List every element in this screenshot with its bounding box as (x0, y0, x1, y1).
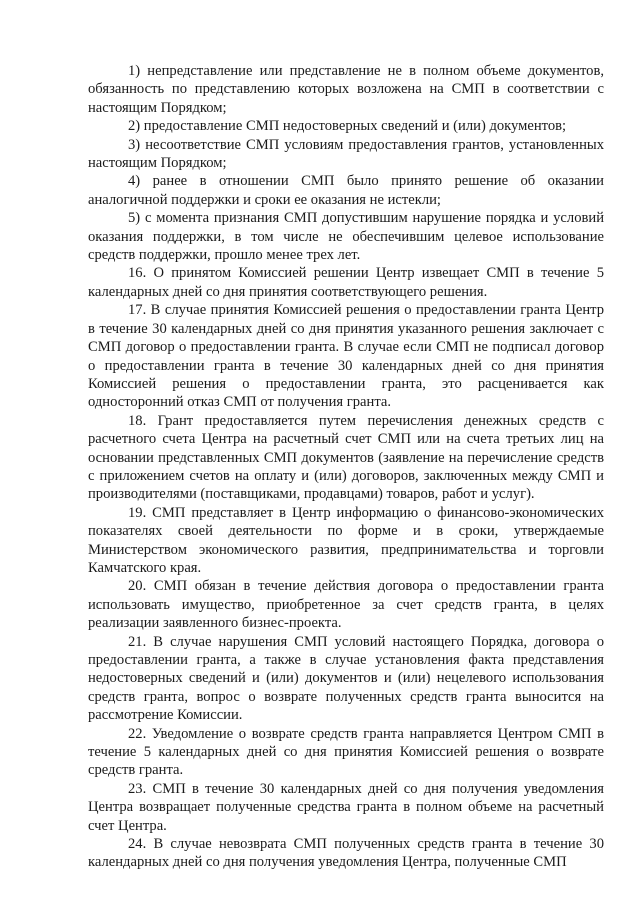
paragraph-clause-23: 23. СМП в течение 30 календарных дней со дня получения уведомления Центра возвращает полученные средства гранта в полном объеме на расчетный счет Центра. (88, 780, 604, 834)
paragraph-clause-19: 19. СМП представляет в Центр информацию о финансово-экономических показателях своей деятельности по форме и в сроки, утверждаемые Министерством экономического развития, предпринимательства и торговли Камчатского края. (88, 504, 604, 576)
paragraph-clause-22: 22. Уведомление о возврате средств гранта направляется Центром СМП в течение 5 календарных дней со дня принятия Комиссией решения о возврате средств гранта. (88, 725, 604, 779)
paragraph-clause-16: 16. О принятом Комиссией решении Центр извещает СМП в течение 5 календарных дней со дня принятия соответствующего решения. (88, 265, 604, 300)
paragraph-clause-18: 18. Грант предоставляется путем перечисления денежных средств с расчетного счета Центра на расчетный счет СМП или на счета третьих лиц на основании представленных СМП документов (заявление на перечисление средств с приложением счетов на оплату и (или) договоров, заключенных между СМП и производителями (поставщиками, продавцами) товаров, работ и услуг). (88, 412, 604, 503)
paragraph-denial-reason-5: 5) с момента признания СМП допустившим нарушение порядка и условий оказания поддержки, в том числе не обеспечившим целевое использование средств поддержки, прошло менее трех лет. (88, 210, 604, 264)
document-page (88, 62, 604, 872)
paragraph-denial-reason-4: 4) ранее в отношении СМП было принято решение об оказании аналогичной поддержки и сроки ее оказания не истекли; (88, 173, 604, 208)
paragraph-denial-reason-1: 1) непредставление или представление не в полном объеме документов, обязанность по представлению которых возложена на СМП в соответствии с настоящим Порядком; (88, 63, 604, 116)
paragraph-denial-reason-3: 3) несоответствие СМП условиям предоставления грантов, установленных настоящим Порядком; (88, 136, 604, 172)
paragraph-clause-21: 21. В случае нарушения СМП условий настоящего Порядка, договора о предоставлении гранта, а также в случае установления факта представления недостоверных сведений и (или) документов и (или) нецелевого использования средств гранта, вопрос о возврате полученных средств гранта выносится на рассмотрение Комиссии. (88, 633, 604, 724)
paragraph-clause-24: 24. В случае невозврата СМП полученных средств гранта в течение 30 календарных дней со дня получения уведомления Центра, полученные СМП (88, 836, 604, 871)
paragraph-clause-17: 17. В случае принятия Комиссией решения о предоставлении гранта Центр в течение 30 календарных дней со дня принятия указанного решения заключает с СМП договор о предоставлении гранта. В случае если СМП не подписал договор о предоставлении гранта в течение 30 календарных дней со дня принятия Комиссией решения о предоставлении гранта, это расценивается как односторонний отказ СМП от получения гранта. (88, 302, 604, 411)
paragraph-denial-reason-2: 2) предоставление СМП недостоверных сведений и (или) документов; (128, 118, 567, 135)
paragraph-clause-20: 20. СМП обязан в течение действия договора о предоставлении гранта использовать имущество, приобретенное за счет средств гранта, в целях реализации заявленного бизнес-проекта. (88, 578, 604, 632)
